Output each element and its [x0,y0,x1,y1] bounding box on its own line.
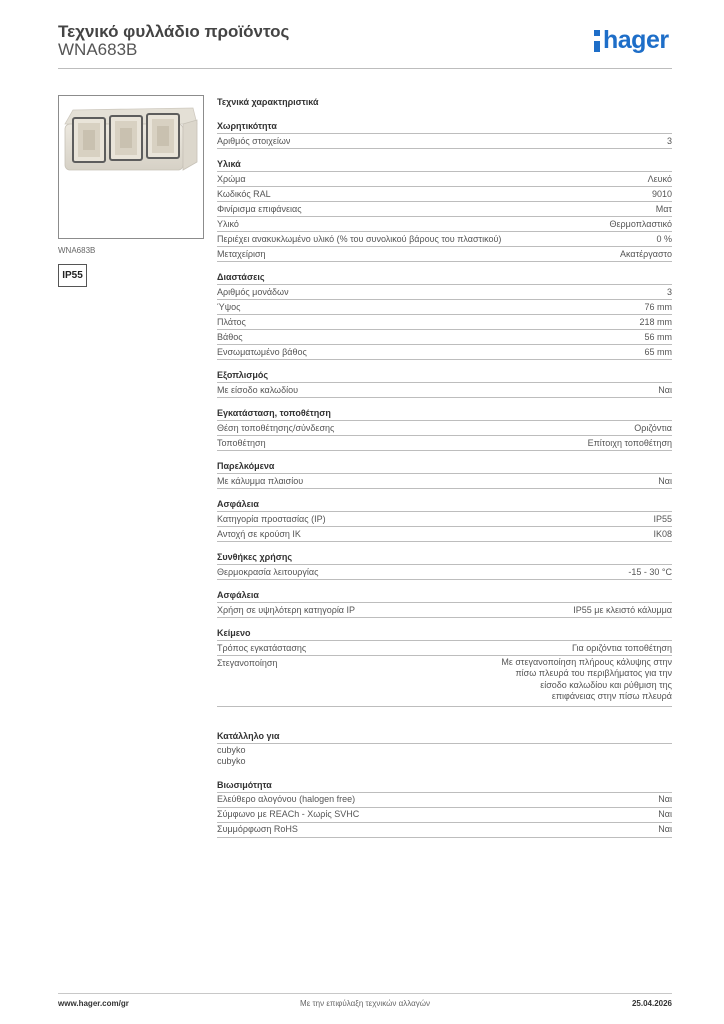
socket-box-illustration-icon [59,96,203,238]
spec-row [217,565,672,580]
spec-label: Χρήση σε υψηλότερη κατηγορία IP [217,604,356,615]
spec-group-title: Εξοπλισμός [217,368,672,383]
spec-row [217,232,672,247]
spec-group-dimensions [217,270,672,360]
spec-value: Ναι [658,809,672,819]
spec-label: Αριθμός στοιχείων [217,135,291,146]
spec-group-title: Ασφάλεια [217,588,672,603]
spec-value: 9010 [651,188,672,199]
spec-value: Με στεγανοποίηση πλήρους κάλυψης στην πίσω πλευρά του περιβλήματος για την είσοδο καλωδίου και ρύθμιση της επιφάνειας στην πίσω πλευρά [501,656,672,701]
spec-label: Σύμφωνο με REACh - Χωρίς SVHC [217,809,360,819]
spec-value: Επίτοιχη τοποθέτηση [587,437,672,448]
spec-label: Αντοχή σε κρούση IK [217,528,301,539]
spec-row [217,285,672,300]
spec-label: Μεταχείριση [217,248,266,259]
spec-group-title: Χωρητικότητα [217,119,672,134]
spec-group-accessories [217,459,672,489]
spec-group-equipment [217,368,672,398]
spec-label: Ενσωματωμένο βάθος [217,346,307,357]
spec-row [217,345,672,360]
image-caption: WNA683B [58,246,96,255]
spec-row [217,202,672,217]
spec-value: 65 mm [644,346,672,357]
spec-label: Χρώμα [217,173,246,184]
spec-row [217,512,672,527]
spec-label: Ελεύθερο αλογόνου (halogen free) [217,794,356,804]
spec-label: Κωδικός RAL [217,188,271,199]
spec-label: Βάθος [217,331,243,342]
hager-logo [594,26,669,56]
spec-group-suitable-for [217,729,672,768]
spec-value: 0 % [656,233,672,244]
spec-label: Θερμοκρασία λειτουργίας [217,566,319,577]
spec-row [217,421,672,436]
spec-row [217,217,672,232]
spec-row [217,793,672,808]
spec-value: -15 - 30 °C [628,566,672,577]
spec-value: 3 [666,286,672,297]
ip-rating-badge: IP55 [58,264,87,287]
footer-website-link[interactable]: www.hager.com/gr [58,999,129,1008]
technical-specs [217,97,672,838]
spec-label: Τρόπος εγκατάστασης [217,642,307,653]
spec-label: Θέση τοποθέτησης/σύνδεσης [217,422,335,433]
suitable-item: cubyko [217,756,246,766]
spec-group-capacity [217,119,672,149]
spec-value: Ακατέργαστο [620,248,672,259]
spec-group-title: Διαστάσεις [217,270,672,285]
spec-row [217,247,672,262]
spec-row [217,656,672,707]
spec-value: IP55 [653,513,672,524]
spec-label: Αριθμός μονάδων [217,286,289,297]
footer-notice: Με την επιφύλαξη τεχνικών αλλαγών [300,999,430,1008]
spec-label: Κατηγορία προστασίας (IP) [217,513,326,524]
spec-value: Ναι [658,384,672,395]
spec-label: Φινίρισμα επιφάνειας [217,203,302,214]
spec-group-title: Ασφάλεια [217,497,672,512]
spec-group-materials [217,157,672,262]
spec-value: Ναι [658,475,672,486]
spec-row [217,823,672,838]
spec-group-title: Κείμενο [217,626,672,641]
spec-group-safety [217,497,672,542]
spec-label: Τοποθέτηση [217,437,266,448]
spec-value: 3 [666,135,672,146]
spec-value: IP55 με κλειστό κάλυμμα [573,604,672,615]
spec-group-installation [217,406,672,451]
spec-row [217,383,672,398]
spec-label: Ύψος [217,301,241,312]
page-title: Τεχνικό φυλλάδιο προϊόντος [58,22,290,41]
spec-value: Ναι [658,824,672,834]
spec-row [217,330,672,345]
spec-value: 218 mm [639,316,672,327]
spec-group-title: Συνθήκες χρήσης [217,550,672,565]
product-image [58,95,204,239]
spec-group-title: Υλικά [217,157,672,172]
spec-label: Στεγανοποίηση [217,657,278,668]
spec-group-conditions [217,550,672,580]
spec-row [217,300,672,315]
spec-group-text [217,626,672,707]
suitable-item: cubyko [217,744,246,755]
spec-row [217,808,672,823]
spec-label: Υλικό [217,218,239,229]
spec-row [217,315,672,330]
spec-value: Λευκό [647,173,672,184]
spec-value: Ματ [655,203,672,214]
spec-row [217,187,672,202]
spec-value: 56 mm [644,331,672,342]
spec-value: Οριζόντια [634,422,672,433]
spec-label: Συμμόρφωση RoHS [217,824,298,834]
spec-value: IK08 [653,528,672,539]
spec-row [217,641,672,656]
logo-text: hager [603,26,669,54]
spec-value: Για οριζόντια τοποθέτηση [571,642,672,653]
spec-row [217,527,672,542]
product-code: WNA683B [58,40,138,59]
logo-mark-icon [594,30,600,52]
spec-label: Με κάλυμμα πλαισίου [217,475,304,486]
spec-label: Με είσοδο καλωδίου [217,384,299,395]
page-footer [58,993,672,1013]
spec-value: Ναι [658,794,672,804]
spec-label: Πλάτος [217,316,246,327]
spec-row [217,172,672,187]
spec-value: Θερμοπλαστικό [609,218,672,229]
spec-row [217,603,672,618]
spec-group-sustainability [217,778,672,838]
spec-group-safety-ip [217,588,672,618]
spec-group-title: Βιωσιμότητα [217,778,672,793]
spec-label: Περιέχει ανακυκλωμένο υλικό (% του συνολικού βάρους του πλαστικού) [217,233,502,244]
spec-row [217,134,672,149]
spec-value: 76 mm [644,301,672,312]
spec-row [217,436,672,451]
spec-group-title: Κατάλληλο για [217,729,672,744]
footer-date: 25.04.2026 [631,999,672,1008]
spec-group-title: Εγκατάσταση, τοποθέτηση [217,406,672,421]
header-divider [58,68,672,69]
spec-group-title: Παρελκόμενα [217,459,672,474]
specs-heading: Τεχνικά χαρακτηριστικά [217,97,319,107]
spec-row [217,474,672,489]
